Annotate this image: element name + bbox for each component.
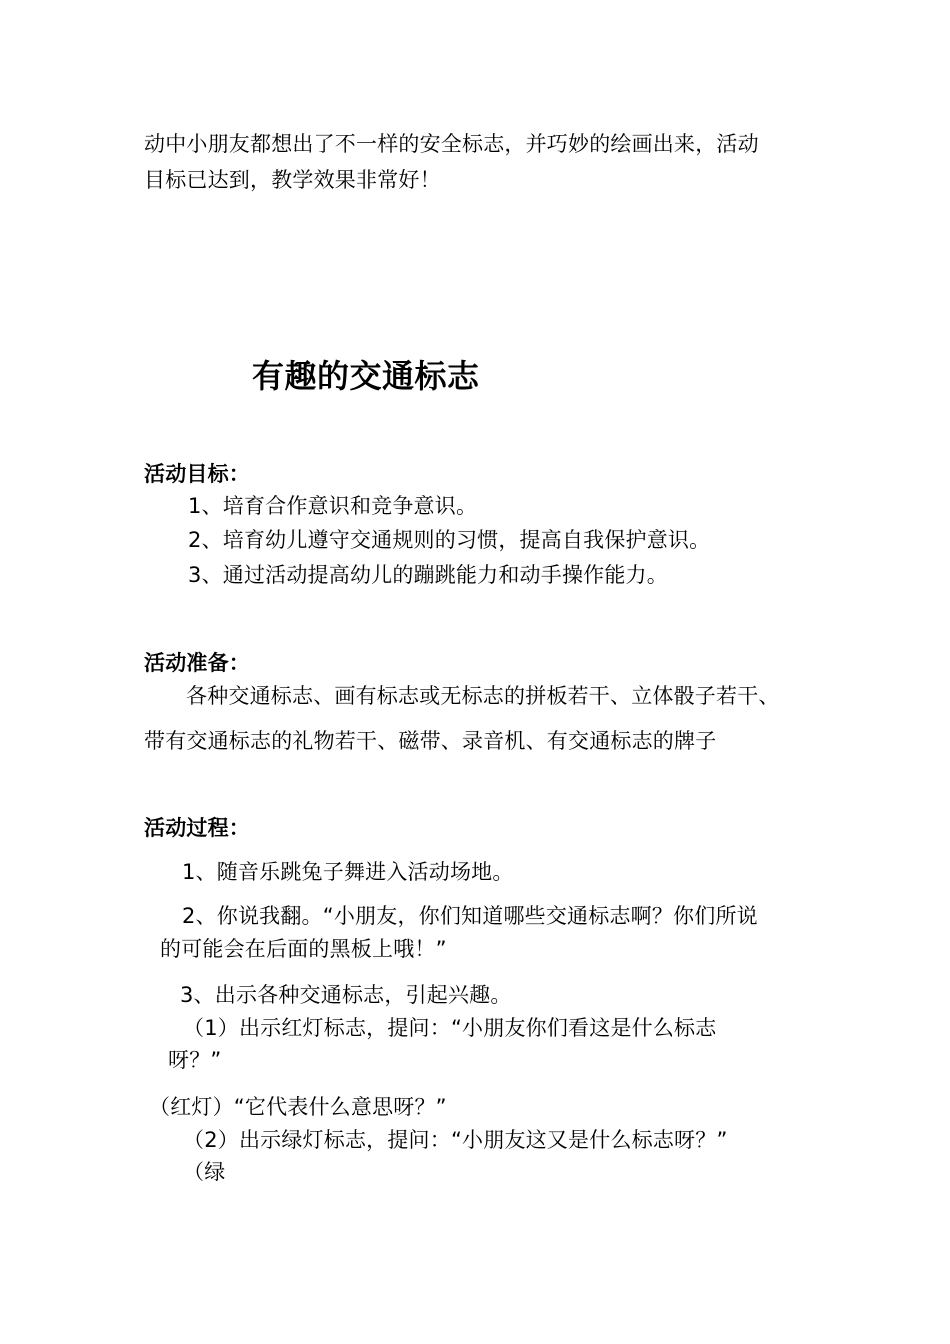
process-sub-1-line-1: （1）出示红灯标志，提问：“小朋友你们看这是什么标志 xyxy=(183,1016,717,1040)
goal-item-1: 1、培育合作意识和竞争意识。 xyxy=(188,494,478,518)
intro-line-2: 目标已达到，教学效果非常好！ xyxy=(144,168,441,192)
preparation-heading: 活动准备： xyxy=(144,651,250,675)
process-sub-1-line-3: （红灯）“它代表什么意思呀？” xyxy=(149,1095,447,1119)
intro-line-1: 动中小朋友都想出了不一样的安全标志，并巧妙的绘画出来，活动 xyxy=(144,132,759,156)
goal-item-3: 3、通过活动提高幼儿的蹦跳能力和动手操作能力。 xyxy=(188,563,668,587)
goal-item-2: 2、培育幼儿遵守交通规则的习惯，提高自我保护意识。 xyxy=(188,528,711,552)
process-heading: 活动过程： xyxy=(144,816,250,840)
process-step-2-line-1: 2、你说我翻。“小朋友，你们知道哪些交通标志啊？你们所说 xyxy=(182,904,758,928)
process-step-2-line-2: 的可能会在后面的黑板上哦！” xyxy=(160,937,447,961)
preparation-line-1: 各种交通标志、画有标志或无标志的拼板若干、立体骰子若干、 xyxy=(186,684,780,708)
process-step-3: 3、出示各种交通标志，引起兴趣。 xyxy=(180,983,512,1007)
process-step-1: 1、随音乐跳兔子舞进入活动场地。 xyxy=(182,860,514,884)
page-title: 有趣的交通标志 xyxy=(252,357,480,395)
process-sub-2-line-2: （绿 xyxy=(183,1160,226,1184)
process-sub-2-line-1: （2）出示绿灯标志，提问：“小朋友这又是什么标志呀？” xyxy=(183,1128,728,1152)
goals-heading: 活动目标： xyxy=(144,462,250,486)
preparation-line-2: 带有交通标志的礼物若干、磁带、录音机、有交通标志的牌子 xyxy=(144,729,717,753)
process-sub-1-line-2: 呀？” xyxy=(168,1048,222,1072)
